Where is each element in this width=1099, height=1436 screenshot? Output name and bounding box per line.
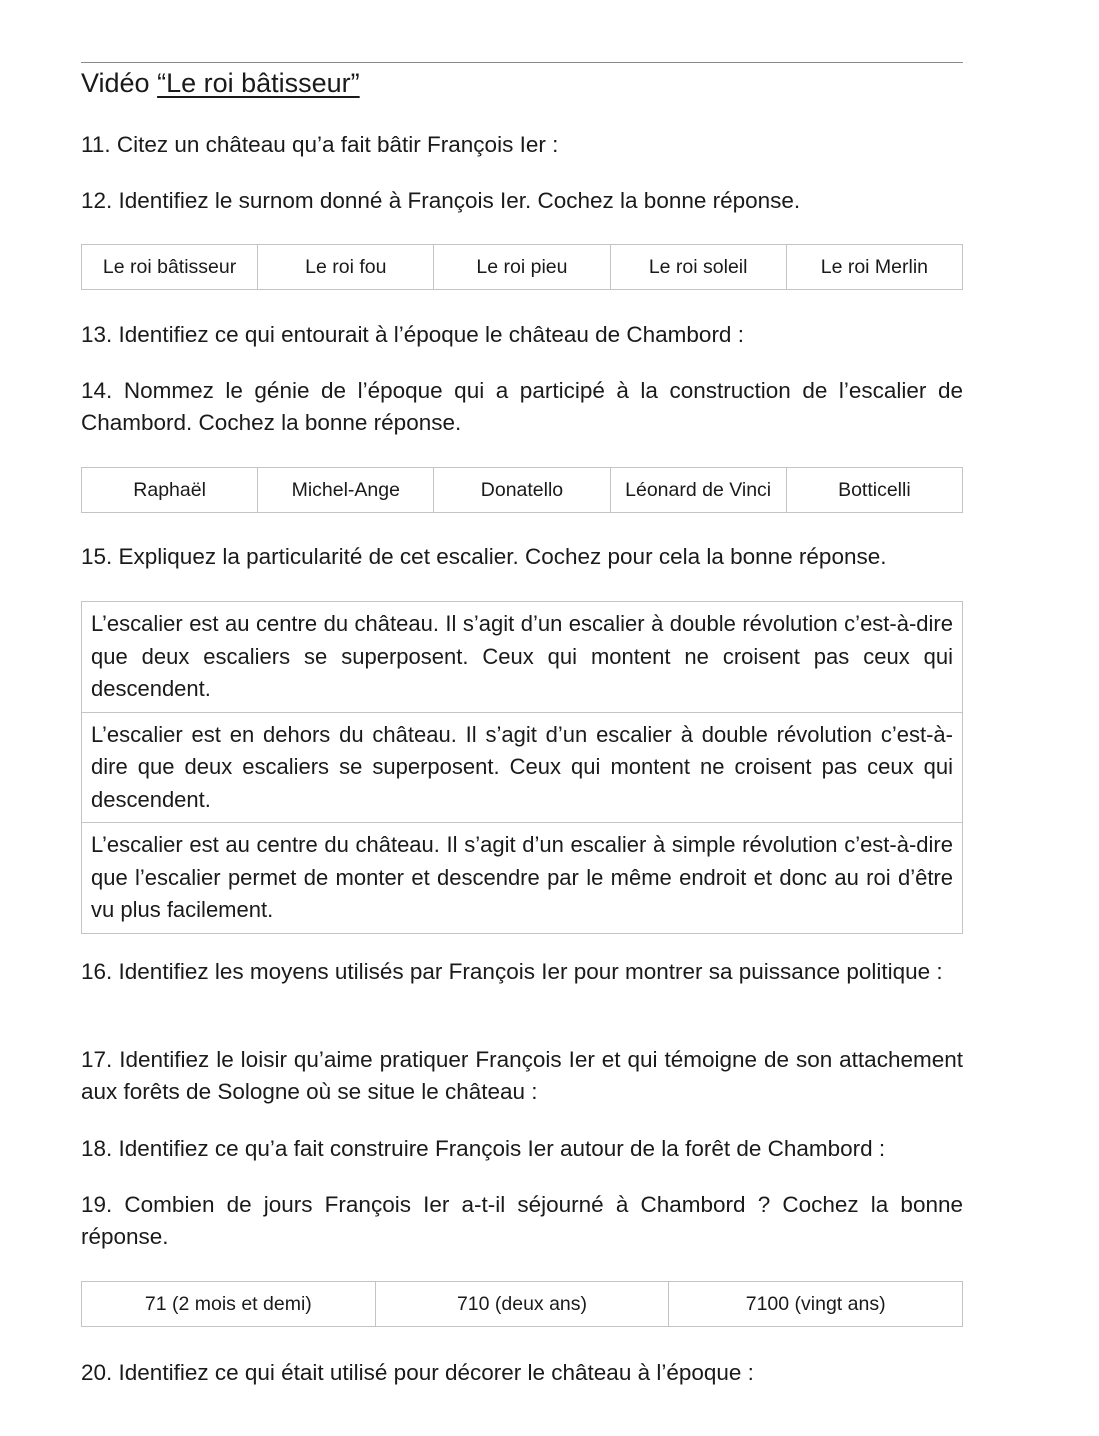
page-title [81,68,360,99]
question-18: 18. Identifiez ce qu’a fait construire François Ier autour de la forêt de Chambord : [81,1136,886,1161]
option-q12-5[interactable]: Le roi Merlin [786,245,962,290]
question-17: 17. Identifiez le loisir qu’aime pratiquer François Ier et qui témoigne de son attachement aux forêts de Sologne où se situe le château : [81,1047,963,1104]
option-q15-3[interactable]: L’escalier est au centre du château. Il s’agit d’un escalier à simple révolution c’est-à-dire que l’escalier permet de monter et descendre par le même endroit et donc au roi d’être vu plus facilement. [82,823,963,934]
option-q14-4[interactable]: Léonard de Vinci [610,468,786,513]
title-prefix: Vidéo [81,68,158,98]
question-15: 15. Expliquez la particularité de cet escalier. Cochez pour cela la bonne réponse. [81,544,887,569]
option-q15-1[interactable]: L’escalier est au centre du château. Il s’agit d’un escalier à double révolution c’est-à-dire que deux escaliers se superposent. Ceux qui montent ne croisent pas ceux qui descendent. [82,602,963,713]
option-q15-2[interactable]: L’escalier est en dehors du château. Il s’agit d’un escalier à double révolution c’est-à-dire que deux escaliers se superposent. Ceux qui montent ne croisent pas ceux qui descendent. [82,712,963,823]
options-q15 [81,601,963,934]
video-title: “Le roi bâtisseur” [157,68,360,98]
option-q12-3[interactable]: Le roi pieu [434,245,610,290]
options-q14 [81,467,963,513]
option-q14-3[interactable]: Donatello [434,468,610,513]
option-q19-1[interactable]: 71 (2 mois et demi) [82,1282,376,1327]
question-13: 13. Identifiez ce qui entourait à l’époque le château de Chambord : [81,322,744,347]
options-q12 [81,244,963,290]
option-q12-4[interactable]: Le roi soleil [610,245,786,290]
top-divider [81,62,963,63]
question-12: 12. Identifiez le surnom donné à François Ier. Cochez la bonne réponse. [81,188,801,213]
options-q19 [81,1281,963,1327]
question-20: 20. Identifiez ce qui était utilisé pour décorer le château à l’époque : [81,1360,754,1385]
option-q14-1[interactable]: Raphaël [82,468,258,513]
question-14: 14. Nommez le génie de l’époque qui a participé à la construction de l’escalier de Chambord. Cochez la bonne réponse. [81,378,963,435]
option-q14-5[interactable]: Botticelli [786,468,962,513]
question-16: 16. Identifiez les moyens utilisés par François Ier pour montrer sa puissance politique : [81,959,943,984]
option-q12-2[interactable]: Le roi fou [258,245,434,290]
question-11: 11. Citez un château qu’a fait bâtir François Ier : [81,132,559,157]
option-q14-2[interactable]: Michel-Ange [258,468,434,513]
question-19: 19. Combien de jours François Ier a-t-il séjourné à Chambord ? Cochez la bonne réponse. [81,1192,963,1249]
option-q12-1[interactable]: Le roi bâtisseur [82,245,258,290]
option-q19-2[interactable]: 710 (deux ans) [375,1282,669,1327]
option-q19-3[interactable]: 7100 (vingt ans) [669,1282,963,1327]
